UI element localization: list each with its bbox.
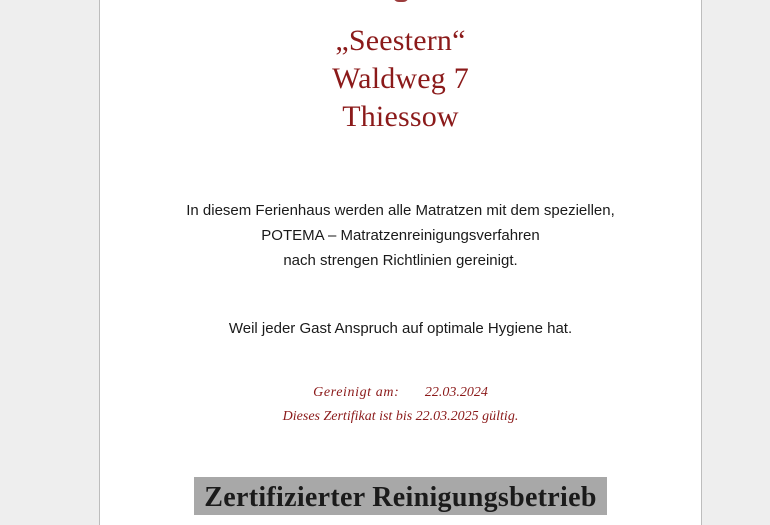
page-margin-right <box>701 0 770 525</box>
validity-text: Dieses Zertifikat ist bis 22.03.2025 gültig. <box>282 409 519 424</box>
document-content <box>101 0 700 525</box>
certified-business-stamp: Zertifizierter Reinigungsbetrieb <box>194 477 606 515</box>
heading-line-2: Waldweg 7 <box>332 62 469 95</box>
heading-line-1: „Seestern“ <box>335 24 466 57</box>
cleaning-date-row <box>129 381 672 405</box>
page-margin-left <box>0 0 100 525</box>
hygiene-statement: Weil jeder Gast Anspruch auf optimale Hygiene hat. <box>228 320 573 337</box>
document-sheet <box>101 0 700 525</box>
certificate-heading <box>129 0 672 136</box>
heading-line-3: Thiessow <box>342 100 459 133</box>
validity-row <box>129 405 672 429</box>
certificate-dates <box>129 381 672 429</box>
certificate-body <box>129 198 672 273</box>
stamp-area <box>129 477 672 515</box>
cleaning-date-value: 22.03.2024 <box>424 385 488 400</box>
body-line-3: nach strengen Richtlinien gereinigt. <box>283 252 518 269</box>
body-line-2: POTEMA – Matratzenreinigungsverfahren <box>261 227 540 244</box>
cleaning-date-label: Gereinigt am: <box>313 385 400 400</box>
body-line-1: In diesem Ferienhaus werden alle Matratzen mit dem speziellen, <box>186 202 615 219</box>
